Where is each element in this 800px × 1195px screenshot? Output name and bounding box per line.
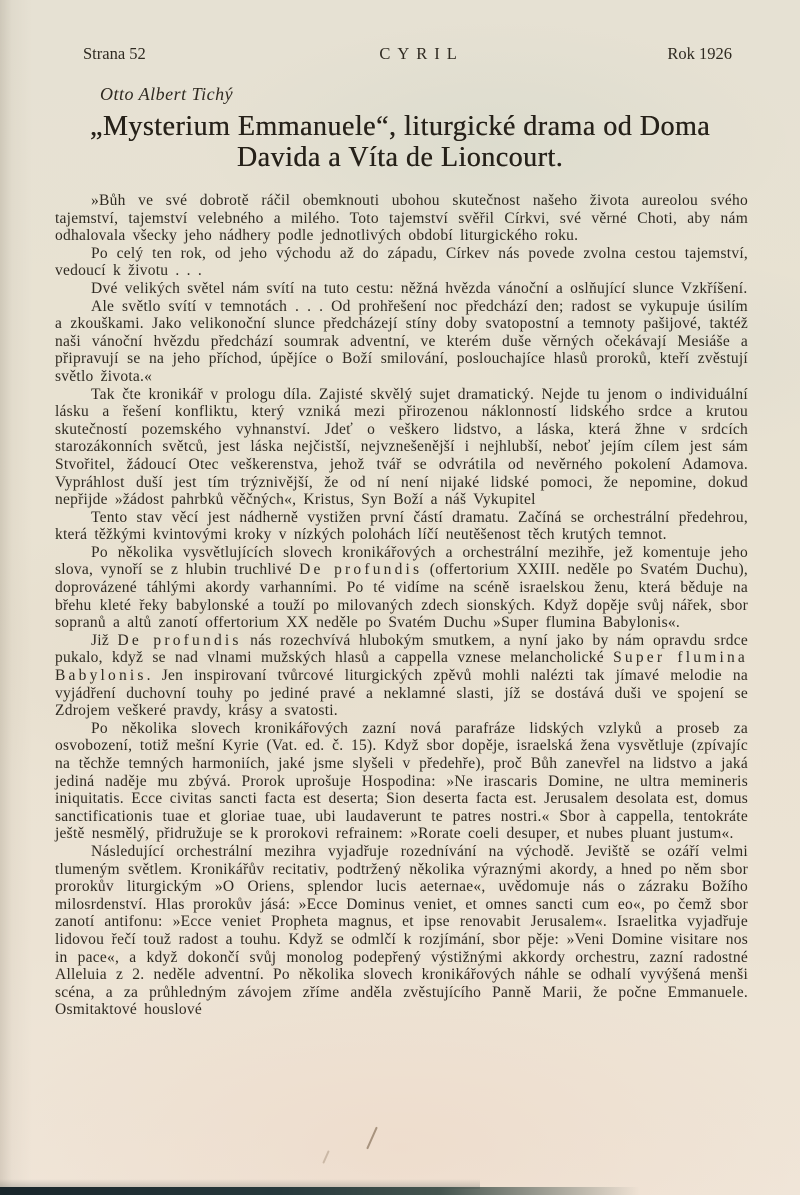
text-run: Ale světlo svítí v temnotách . . . Od prohřešení noc předchází den; radost se vykupuje úsilím a zkouškami. Jako velikonoční slunce předcházejí stíny doby svatopostní a temnoty pašijové, taktéž naši vánoční hvězdu předchází soumrak adventní, ve kterém duše věrných očekávají Mesiáše a připravují se na jeho příchod, úpějíce o Boží smilování, poslouchajíce hlasů proroků, kteří zvěstují světlo života.« bbox=[55, 297, 748, 385]
page-header bbox=[83, 44, 732, 64]
paragraph bbox=[55, 632, 748, 720]
text-run: (offertorium XXIII. neděle po Svatém Duchu), doprovázené táhlými akordy varhanními. Po té vidíme na scéně israelskou ženu, která běduje na břehu kleté řeky babylonské a touží po milovaných zdech sionských. Když dopěje svůj nářek, sbor sopranů a altů zanotí offertorium XX neděle po Svatém Duchu »Super flumina Babylonis«. bbox=[55, 561, 748, 632]
text-run: Dvé velikých světel nám svítí na tuto cestu: něžná hvězda vánoční a oslňující slunce Vzkříšení. bbox=[91, 279, 748, 297]
text-run: »Bůh ve své dobrotě ráčil obemknouti ubohou skutečnost našeho života aureolou svého tajemství, tajemství velebného a milého. Toto tajemství svěřil Církvi, své věrné Choti, aby nám odhalovala všecky jeho nádhery podle jednotlivých období liturgického roku. bbox=[55, 192, 748, 245]
paragraph bbox=[55, 192, 748, 245]
text-run: Tak čte kronikář v prologu díla. Zajisté skvělý sujet dramatický. Nejde tu jenom o individuální lásku a řešení konfliktu, který vzniká mezi přirozenou náklonností lidského srdce a krutou skutečností pozemského vyhnanství. Jdeť o veškero lidstvo, a láska, která žhne v srdcích starozákonních světců, jest láska nejčistší, nejvznešenější i nejhlubší, neboť jejím cílem jest sám Stvořitel, žádoucí Otec veškerenstva, jehož tvář se odvrátila od nevěrného pokolení Adamova. Vypráhlost duší jest tím trýznivější, že od ní není nijaké lidské pomoci, že nepomine, dokud nepřijde »žádost pahrbků věčných«, Kristus, Syn Boží a náš Vykupitel bbox=[55, 385, 748, 509]
text-run: nás rozechvívá hlubokým smutkem, a nyní jako by nám opravdu srdce pukalo, když se nad vlnami mužských hlasů a cappella vznese melancholické bbox=[55, 631, 749, 667]
text-run: Tento stav věcí jest nádherně vystižen první částí dramatu. Začíná se orchestrální předehrou, která těžkými kvintovými kroky v nízkých polohách líčí neutěšenost těch krutých temnot. bbox=[55, 508, 748, 544]
letterspaced-phrase: De profundis bbox=[117, 631, 242, 649]
scan-edge bbox=[0, 1187, 800, 1195]
paragraph bbox=[55, 245, 748, 280]
article-title-line2: Davida a Víta de Lioncourt. bbox=[236, 142, 564, 173]
text-run: . Jen inspirovaní tvůrcové liturgických zpěvů mohli nalézti tak jímavé melodie na vyjádření duchovní touhy po jediné pravé a neklamné slasti, jíž se dostává duši ve spojení se Zdrojem veškeré pravdy, krásy a svatosti. bbox=[55, 667, 748, 720]
paragraph bbox=[55, 386, 748, 509]
text-run: Již bbox=[91, 631, 118, 649]
paragraph bbox=[55, 280, 748, 298]
paragraph bbox=[55, 544, 748, 632]
text-run: Následující orchestrální mezihra vyjadřuje rozednívání na východě. Jeviště se ozáří velmi tlumeným světlem. Kronikářův recitativ, podtržený několika výraznými akordy, a hned po něm sbor prorokův liturgickým »O Oriens, splendor lucis aeternae«, uvědomuje nás o zázraku Božího milosrdenství. Hlas prorokův jásá: »Ecce Dominus veniet, et omnes sancti cum eo«, po čemž sbor zanotí antifonu: »Ecce veniet Propheta magnus, et ipse renovabit Jerusalem«. Israelitka vyjadřuje lidovou řečí touž radost a touhu. Když se odmlčí k rozjímání, sbor pěje: »Veni Domine visitare nos in pace«, a když dokončí svůj monolog podepřený výstižnými akkordy orchestru, zazní radostné Alleluia z 2. neděle adventní. Po několika slovech kronikářových náhle se odhalí vyvýšená menši scéna, a za průhledným závojem zříme anděla zvěstujícího Panně Marii, že počne Emmanuele. Osmitaktové houslové bbox=[55, 842, 748, 1019]
paragraph bbox=[55, 509, 748, 544]
pen-slash-mark-small bbox=[322, 1150, 330, 1164]
author-name: Otto Albert Tichý bbox=[100, 84, 234, 104]
journal-title: CYRIL bbox=[379, 44, 464, 63]
year-label: Rok 1926 bbox=[667, 44, 732, 63]
paragraph bbox=[55, 720, 748, 843]
text-run: Po několika vysvětlujících slovech kronikářových a orchestrální mezihře, jež komentuje jeho slova, vynoří se z hlubin truchlivé bbox=[55, 543, 748, 579]
page-number: Strana 52 bbox=[83, 44, 146, 63]
letterspaced-phrase: Super flumina Babylonis bbox=[55, 649, 748, 685]
paragraph bbox=[55, 298, 748, 386]
text-run: Po celý ten rok, od jeho východu až do západu, Církev nás povede zvolna cestou tajemství, vedoucí k životu . . . bbox=[55, 244, 748, 280]
letterspaced-phrase: De profundis bbox=[299, 561, 423, 579]
article-title bbox=[40, 111, 760, 173]
pen-slash-mark bbox=[366, 1127, 378, 1150]
text-run: Po několika slovech kronikářových zazní nová parafráze lidských vzlyků a proseb za osvobození, totiž mešní Kyrie (Vat. ed. č. 15). Když sbor dopěje, israelská žena vysvětluje (zpívajíc na těchže temných harmoniích, jaké jsme slyšeli v předehře), proč Bůh zanevřel na lidstvo a jaká jediná naděje mu zbývá. Prorok uprošuje Hospodina: »Ne irascaris Domine, ne ultra memineris iniquitatis. Ecce civitas sancti facta est deserta; Sion deserta facta est. Jerusalem desolata est, domus sanctificationis tuae et gloriae tuae, ubi laudaverunt te patres nostri.« Sbor à cappella, tentokráte ještě nesmělý, přidružuje se k prorokovi refrainem: »Rorate coeli desuper, et nubes pluant justum«. bbox=[55, 719, 748, 843]
paragraph bbox=[55, 843, 748, 1019]
article-title-line1: „Mysterium Emmanuele“, liturgické drama od Doma bbox=[89, 111, 711, 142]
body-text bbox=[55, 192, 748, 1019]
